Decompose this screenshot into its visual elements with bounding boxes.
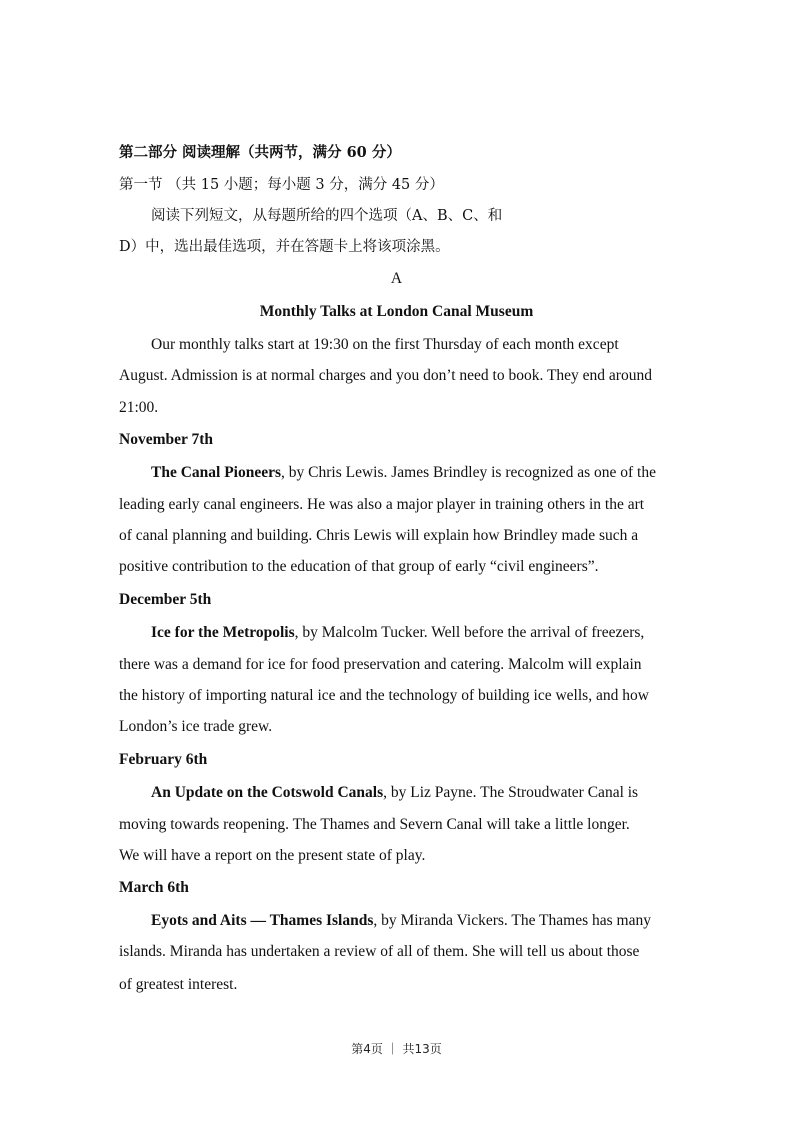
talk-line: of canal planning and building. Chris Lewis will explain how Brindley made such a <box>119 527 639 544</box>
intro-line: 21:00. <box>119 399 159 416</box>
instruction-line: 阅读下列短文，从每题所给的四个选项（A、B、C、和 <box>151 208 503 224</box>
talk-first-line <box>151 911 651 931</box>
talk-date: February 6th <box>119 751 208 768</box>
talk-date: March 6th <box>119 879 189 896</box>
talk-name: Eyots and Aits — Thames Islands <box>151 912 374 929</box>
talk-name: Ice for the Metropolis <box>151 624 295 641</box>
talk-line: We will have a report on the present state of play. <box>119 847 426 864</box>
talk-name: The Canal Pioneers <box>151 464 282 481</box>
talk-date: December 5th <box>119 591 212 608</box>
talk-text: , by Miranda Vickers. The Thames has many <box>373 912 651 929</box>
talk-line: London’s ice trade grew. <box>119 718 273 735</box>
talk-line: of greatest interest. <box>119 976 238 993</box>
talk-line: moving towards reopening. The Thames and Severn Canal will take a little longer. <box>119 816 630 833</box>
instruction-line: D）中，选出最佳选项，并在答题卡上将该项涂黑。 <box>119 239 450 255</box>
talk-text: , by Malcolm Tucker. Well before the arrival of freezers, <box>294 624 645 641</box>
intro-line: Our monthly talks start at 19:30 on the first Thursday of each month except <box>151 336 619 353</box>
passage-title: Monthly Talks at London Canal Museum <box>259 303 534 320</box>
talk-line: islands. Miranda has undertaken a review of all of them. She will tell us about those <box>119 943 640 960</box>
talk-line: leading early canal engineers. He was also a major player in training others in the art <box>119 496 645 513</box>
talk-line: the history of importing natural ice and the technology of building ice wells, and how <box>119 687 649 704</box>
page-footer: 第4页 ｜ 共13页 <box>351 1042 442 1056</box>
talk-first-line <box>151 783 638 803</box>
talk-name: An Update on the Cotswold Canals <box>151 784 384 801</box>
section-title: 第二部分 阅读理解（共两节，满分 60 分） <box>119 144 401 161</box>
talk-text: , by Chris Lewis. James Brindley is recognized as one of the <box>281 464 656 481</box>
talk-date: November 7th <box>119 431 213 448</box>
subsection-title: 第一节 （共 15 小题；每小题 3 分，满分 45 分） <box>119 177 444 193</box>
passage-label: A <box>390 270 403 287</box>
intro-line: August. Admission is at normal charges and you don’t need to book. They end around <box>119 367 652 384</box>
talk-first-line <box>151 463 656 483</box>
talk-first-line <box>151 623 644 643</box>
talk-line: positive contribution to the education of that group of early “civil engineers”. <box>119 558 599 575</box>
talk-text: , by Liz Payne. The Stroudwater Canal is <box>383 784 639 801</box>
talk-line: there was a demand for ice for food preservation and catering. Malcolm will explain <box>119 656 642 673</box>
